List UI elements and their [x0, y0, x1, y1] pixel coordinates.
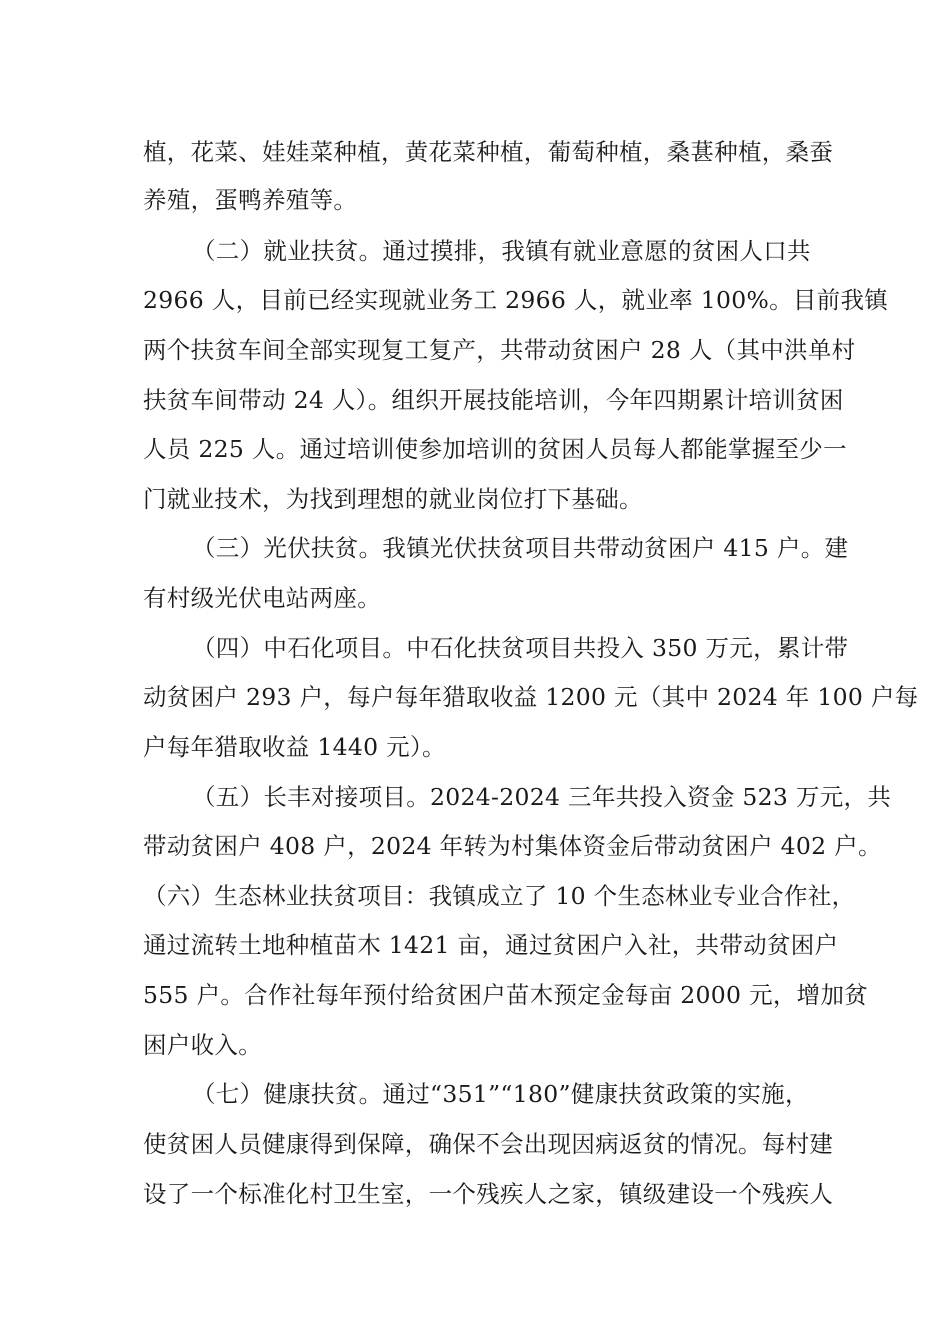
paragraph-start-line: （二）就业扶贫。通过摸排，我镇有就业意愿的贫困人口共	[192, 237, 811, 265]
text-line: 有村级光伏电站两座。	[143, 584, 381, 612]
text-line: 通过流转土地种植苗木 1421 亩，通过贫困户入社，共带动贫困户	[143, 931, 839, 959]
paragraph-start-line: （五）长丰对接项目。2024-2024 三年共投入资金 523 万元，共	[192, 783, 892, 811]
text-line: 2966 人，目前已经实现就业务工 2966 人，就业率 100%。目前我镇	[143, 286, 889, 314]
text-line: 两个扶贫车间全部实现复工复产，共带动贫困户 28 人（其中洪单村	[143, 336, 856, 364]
text-line: 人员 225 人。通过培训使参加培训的贫困人员每人都能掌握至少一	[143, 435, 847, 463]
text-line: 扶贫车间带动 24 人）。组织开展技能培训，今年四期累计培训贫困	[143, 386, 844, 414]
text-line: 动贫困户 293 户，每户每年猎取收益 1200 元（其中 2024 年 100 户每	[143, 683, 919, 711]
paragraph-start-line: （六）生态林业扶贫项目：我镇成立了 10 个生态林业专业合作社，	[143, 882, 856, 910]
text-line: 门就业技术，为找到理想的就业岗位打下基础。	[143, 485, 643, 513]
text-line: 户每年猎取收益 1440 元）。	[143, 733, 446, 761]
text-line: 555 户。合作社每年预付给贫困户苗木预定金每亩 2000 元，增加贫	[143, 981, 869, 1009]
text-line: 带动贫困户 408 户，2024 年转为村集体资金后带动贫困户 402 户。	[143, 832, 882, 860]
paragraph-start-line: （四）中石化项目。中石化扶贫项目共投入 350 万元，累计带	[192, 634, 849, 662]
text-line: 使贫困人员健康得到保障，确保不会出现因病返贫的情况。每村建	[143, 1130, 834, 1158]
text-line: 困户收入。	[143, 1031, 262, 1059]
text-line: 养殖，蛋鸭养殖等。	[143, 186, 358, 214]
paragraph-start-line: （三）光伏扶贫。我镇光伏扶贫项目共带动贫困户 415 户。建	[192, 534, 849, 562]
text-line: 设了一个标准化村卫生室，一个残疾人之家，镇级建设一个残疾人	[143, 1180, 834, 1208]
paragraph-start-line: （七）健康扶贫。通过“351”“180”健康扶贫政策的实施，	[192, 1080, 809, 1108]
text-line: 植，花菜、娃娃菜种植，黄花菜种植，葡萄种植，桑葚种植，桑蚕	[143, 138, 834, 166]
